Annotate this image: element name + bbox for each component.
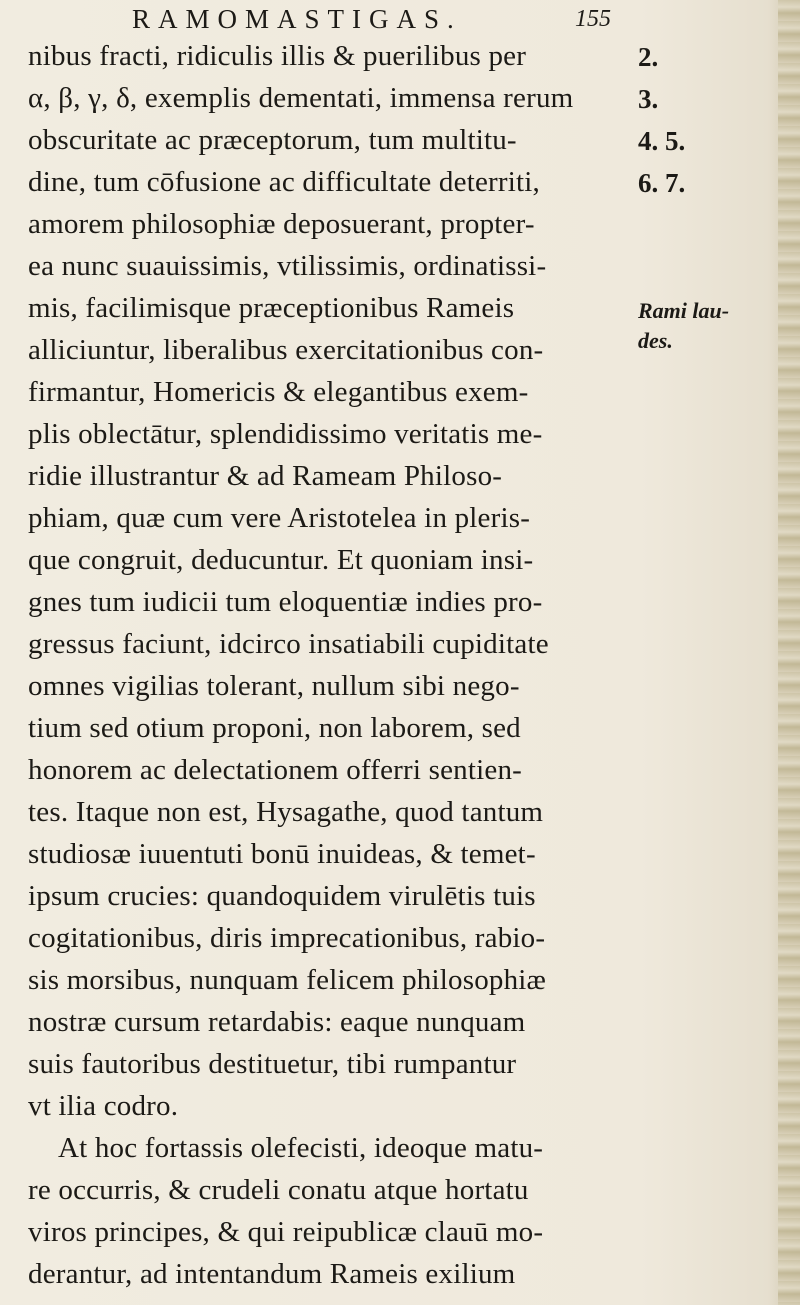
text-line: suis fautoribus destituetur, tibi rumpantur (28, 1048, 517, 1080)
text-line: sis morsibus, nunquam felicem philosophiæ (28, 964, 547, 996)
text-line: tes. Itaque non est, Hysagathe, quod tantum (28, 796, 544, 828)
text-line: viros principes, & qui reipublicæ clauū mo- (28, 1216, 544, 1248)
text-line: honorem ac delectationem offerri sentien- (28, 754, 523, 786)
text-line: α, β, γ, δ, exemplis dementati, immensa rerum (28, 82, 574, 114)
text-line: vt ilia codro. (28, 1090, 179, 1122)
text-line: dine, tum cōfusione ac difficultate deterriti, (28, 166, 540, 198)
text-line: re occurris, & crudeli conatu atque hortatu (28, 1174, 529, 1206)
text-line: derantur, ad intentandum Rameis exilium (28, 1258, 516, 1290)
text-line: plis oblectātur, splendidissimo veritatis me- (28, 418, 543, 450)
text-line: ea nunc suauissimis, vtilissimis, ordinatissi- (28, 250, 547, 282)
margin-note: Rami lau- (638, 298, 730, 323)
text-line: mis, facilimisque præceptionibus Rameis (28, 292, 515, 324)
text-line: phiam, quæ cum vere Aristotelea in pleris- (28, 502, 531, 534)
margin-note: 4. 5. (638, 126, 686, 156)
text-line: firmantur, Homericis & elegantibus exem- (28, 376, 529, 408)
text-line: tium sed otium proponi, non laborem, sed (28, 712, 521, 744)
text-line: amorem philosophiæ deposuerant, propter- (28, 208, 535, 240)
text-line: que congruit, deducuntur. Et quoniam insi- (28, 544, 534, 576)
margin-note: 3. (638, 84, 659, 114)
text-line: obscuritate ac præceptorum, tum multitu- (28, 124, 517, 156)
running-title: RAMOMASTIGAS. (132, 4, 462, 34)
margin-note: 6. 7. (638, 168, 686, 198)
text-line: At hoc fortassis olefecisti, ideoque matu- (58, 1132, 544, 1164)
text-line: ridie illustrantur & ad Rameam Philoso- (28, 460, 503, 492)
page-number: 155 (575, 6, 611, 32)
text-line: studiosæ iuuentuti bonū inuideas, & temet- (28, 838, 536, 870)
text-line: nostræ cursum retardabis: eaque nunquam (28, 1006, 526, 1038)
text-line: alliciuntur, liberalibus exercitationibus con- (28, 334, 544, 366)
text-line: omnes vigilias tolerant, nullum sibi nego- (28, 670, 520, 702)
text-line: ipsum crucies: quandoquidem virulētis tuis (28, 880, 536, 912)
margin-note: 2. (638, 42, 659, 72)
text-line: gressus faciunt, idcirco insatiabili cupiditate (28, 628, 549, 660)
text-line: gnes tum iudicii tum eloquentiæ indies pro- (28, 586, 543, 618)
text-line: nibus fracti, ridiculis illis & puerilibus per (28, 40, 527, 72)
margin-note: des. (638, 328, 673, 353)
text-line: cogitationibus, diris imprecationibus, rabio- (28, 922, 546, 954)
